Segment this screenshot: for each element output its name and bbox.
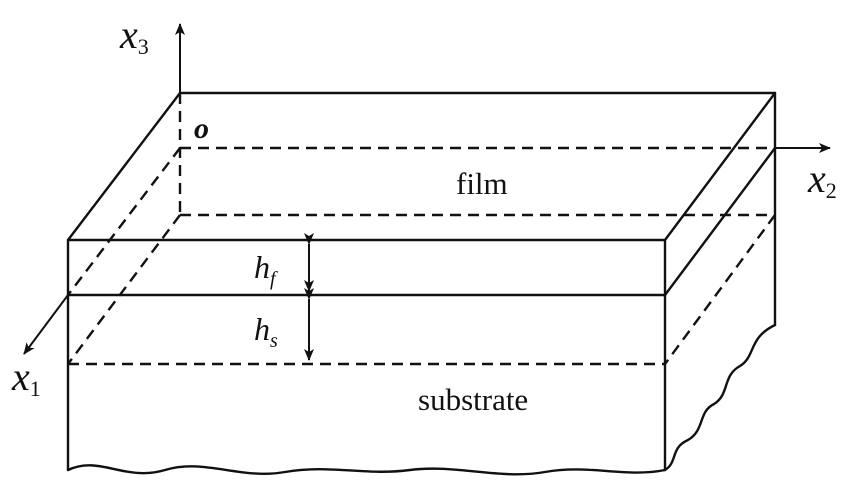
block-outline <box>68 93 775 474</box>
hidden-edges <box>68 93 775 364</box>
x3-axis-label: x3 <box>120 12 149 59</box>
film-substrate-interface-side <box>665 148 775 295</box>
x1-axis-label: x1 <box>12 354 41 401</box>
hidden-right-depth-edge <box>665 215 775 364</box>
top-face <box>68 93 775 240</box>
hidden-left-depth-edge <box>68 215 180 364</box>
hidden-x1-plane-line <box>68 148 180 295</box>
film-label: film <box>456 166 508 201</box>
side-wavy-bottom <box>665 325 775 470</box>
substrate-thickness-label: $h_s$ <box>254 311 278 352</box>
x2-axis-label: x2 <box>808 156 837 203</box>
front-wavy-bottom <box>68 465 665 474</box>
origin-label: o <box>194 112 209 145</box>
x1-axis-arrow <box>24 295 68 354</box>
film-thickness-label: $h_f$ <box>254 249 276 290</box>
substrate-label: substrate <box>418 382 529 417</box>
